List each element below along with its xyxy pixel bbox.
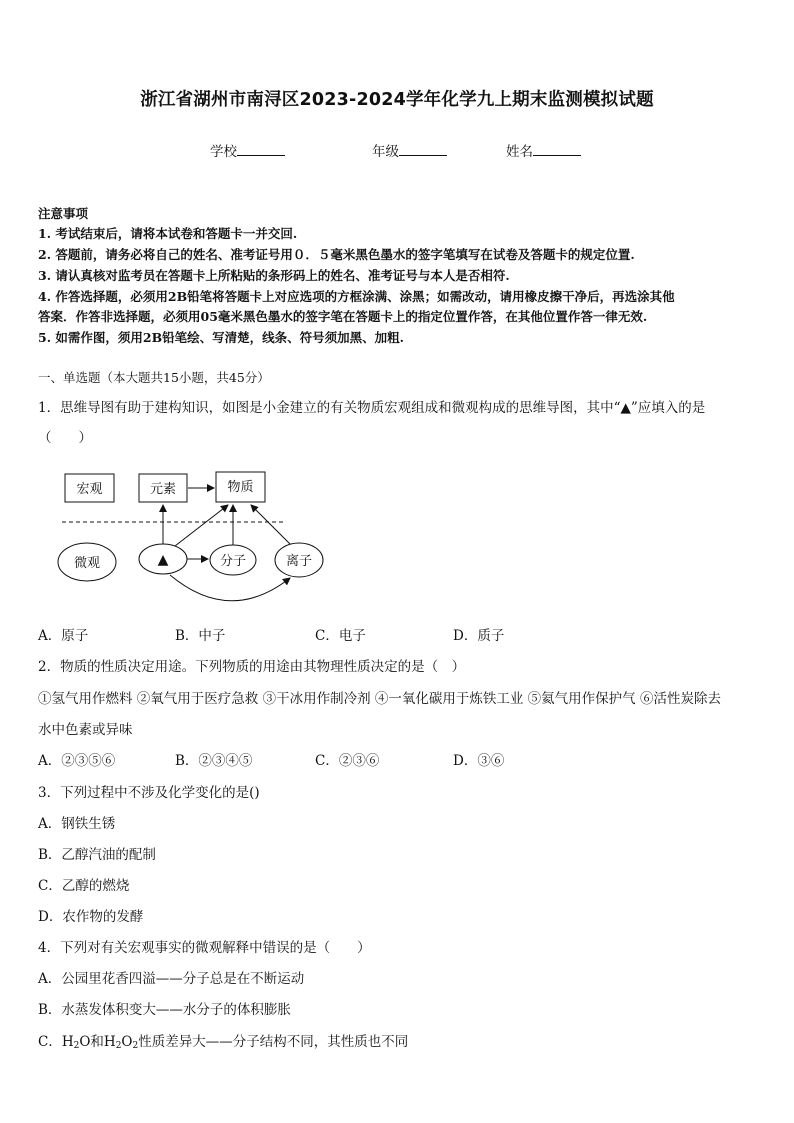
question-2-list-cont: 水中色素或异味 bbox=[38, 722, 133, 738]
ion-label: 离子 bbox=[285, 554, 313, 569]
question-2-list: ①氢气用作燃料 ②氧气用于医疗急救 ③干冰用作制冷剂 ④一氧化碳用于炼铁工业 ⑤氦气用作保护气 ⑥活性炭除去 bbox=[38, 691, 721, 707]
notice-heading: 注意事项 bbox=[38, 206, 89, 221]
q3-option-a[interactable]: A．钢铁生锈 bbox=[38, 816, 116, 832]
notice-item: 2. 答题前，请务必将自己的姓名、准考证号用０．５毫米黑色墨水的签字笔填写在试卷及答题卡的规定位置. bbox=[38, 247, 635, 262]
page-title: 浙江省湖州市南浔区2023-2024学年化学九上期末监测模拟试题 bbox=[140, 90, 654, 110]
q4-option-a[interactable]: A．公园里花香四溢——分子总是在不断运动 bbox=[38, 971, 305, 987]
macro-label: 宏观 bbox=[76, 482, 103, 497]
notice-item: 4. 作答选择题，必须用2B铅笔将答题卡上对应选项的方框涂满、涂黑；如需改动，请用橡皮擦干净后，再选涂其他 bbox=[38, 289, 675, 304]
element-label: 元素 bbox=[149, 482, 177, 497]
q4-option-b[interactable]: B．水蒸发体积变大——水分子的体积膨胀 bbox=[38, 1002, 291, 1018]
arrow-triangle-substance bbox=[175, 505, 228, 546]
question-3-stem: 3．下列过程中不涉及化学变化的是() bbox=[38, 785, 260, 801]
notice-item: 答案．作答非选择题，必须用05毫米黑色墨水的签字笔在答题卡上的指定位置作答，在其他位置作答一律无效. bbox=[38, 309, 648, 324]
q2-option-a[interactable]: A．②③⑤⑥ bbox=[38, 753, 116, 769]
substance-label: 物质 bbox=[227, 480, 254, 495]
q3-option-c[interactable]: C．乙醇的燃烧 bbox=[38, 878, 130, 894]
arrow-triangle-ion bbox=[170, 575, 290, 601]
q1-option-b[interactable]: B．中子 bbox=[175, 628, 226, 644]
question-1-paren: （ ） bbox=[38, 430, 92, 446]
notice-item: 1. 考试结束后，请将本试卷和答题卡一并交回. bbox=[38, 226, 298, 241]
q3-option-b[interactable]: B．乙醇汽油的配制 bbox=[38, 847, 156, 863]
question-4-stem: 4．下列对有关宏观事实的微观解释中错误的是（ ） bbox=[38, 940, 371, 956]
question-1-stem: 1．思维导图有助于建构知识，如图是小金建立的有关物质宏观组成和微观构成的思维导图，其中“▲”应填入的是 bbox=[38, 400, 706, 416]
q2-option-d[interactable]: D．③⑥ bbox=[453, 753, 505, 769]
molecule-label: 分子 bbox=[219, 554, 247, 569]
grade-label: 年级 bbox=[372, 144, 399, 160]
q1-option-d[interactable]: D．质子 bbox=[453, 628, 505, 644]
triangle-label: ▲ bbox=[157, 552, 169, 568]
arrow-ion-substance bbox=[251, 505, 290, 544]
q4-option-c[interactable]: C．$H_2O$和$H_2O_2$性质差异大——分子结构不同，其性质也不同 bbox=[38, 1034, 409, 1051]
school-label: 学校 bbox=[210, 144, 237, 160]
notice-item: 3. 请认真核对监考员在答题卡上所粘贴的条形码上的姓名、准考证号与本人是否相符. bbox=[38, 268, 510, 283]
notice-item: 5. 如需作图，须用2B铅笔绘、写清楚，线条、符号须加黑、加粗. bbox=[38, 330, 405, 345]
name-label: 姓名 bbox=[506, 144, 533, 160]
micro-label: 微观 bbox=[73, 556, 101, 571]
question-2-stem: 2．物质的性质决定用途。下列物质的用途由其物理性质决定的是（ ） bbox=[38, 659, 466, 675]
q2-option-c[interactable]: C．②③⑥ bbox=[315, 753, 380, 769]
q2-option-b[interactable]: B．②③④⑤ bbox=[175, 753, 253, 769]
section-heading: 一、单选题（本大题共15小题，共45分） bbox=[38, 370, 270, 385]
q1-option-c[interactable]: C．电子 bbox=[315, 628, 366, 644]
q1-option-a[interactable]: A．原子 bbox=[38, 628, 89, 644]
q3-option-d[interactable]: D．农作物的发酵 bbox=[38, 909, 144, 925]
